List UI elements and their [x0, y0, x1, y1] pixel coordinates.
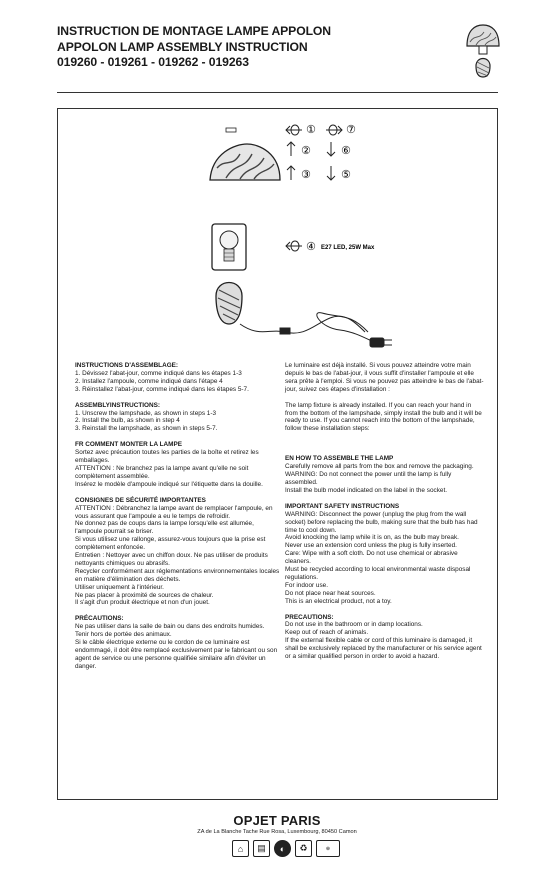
document-header — [57, 24, 457, 71]
title-fr: INSTRUCTION DE MONTAGE LAMPE APPOLON — [57, 24, 332, 38]
read-manual-icon: ▤ — [253, 840, 270, 857]
text-line: Must be recycled according to local environmental waste disposal regulations. — [285, 566, 471, 581]
indoor-use-icon: ⌂ — [232, 840, 249, 857]
rotate-arrow-icon — [286, 125, 302, 135]
text-line: WARNING: Disconnect the power (unplug the plug from the wall socket) before replacing the bulb, making sure that the bulb has had time to cool down. — [285, 510, 478, 534]
text-line: This is an electrical product, not a toy. — [285, 597, 392, 605]
ce-mark-icon: ◐ — [274, 840, 291, 857]
text-line: Ne donnez pas de coups dans la lampe lorsqu'elle est allumée, l'ampoule pourrait se briser. — [75, 520, 254, 536]
text-line: Ne pas utiliser dans la salle de bain ou dans des endroits humides. — [75, 623, 265, 631]
text-line: If the external flexible cable or cord of this luminaire is damaged, it shall be exclusively replaced by the manufacturer or his service agent or a similar qualified person in order to avoid a hazard. — [285, 637, 482, 661]
rotate-arrow-icon — [286, 241, 302, 251]
text-line: Keep out of reach of animals. — [285, 629, 369, 637]
text-line: Il s'agit d'un produit électrique et non d'un jouet. — [75, 599, 210, 607]
text-line: Insérez le modèle d'ampoule indiqué sur l'étiquette dans la douille. — [75, 480, 263, 488]
product-refs: 019260 - 019261 - 019262 - 019263 — [57, 55, 249, 69]
text-line: ATTENTION : Débranchez la lampe avant de remplacer l'ampoule, en vous assurant que l'ampoule a eu le temps de refroidir. — [75, 504, 273, 520]
how-en-title: EN HOW TO ASSEMBLE THE LAMP — [285, 455, 394, 463]
step-1-label: ① — [306, 123, 316, 136]
assembly-fr-section — [75, 362, 280, 394]
safety-en-title: IMPORTANT SAFETY INSTRUCTIONS — [285, 502, 400, 510]
safety-fr-title: CONSIGNES DE SÉCURITÉ IMPORTANTES — [75, 496, 206, 504]
intro-en-section — [285, 402, 485, 434]
text-line: Carefully remove all parts from the box and remove the packaging. — [285, 463, 474, 471]
text-line: Install the bulb model indicated on the label in the socket. — [285, 486, 448, 494]
step-6-label: ⑥ — [341, 144, 351, 157]
text-line: Si le câble électrique externe ou le cordon de ce luminaire est endommagé, il doit être remplacé exclusivement par le fabricant ou son agent de service ou une personne qualifiée similaire afin d'éviter un danger. — [75, 639, 278, 670]
text-line: Do not place near heat sources. — [285, 589, 376, 597]
assembly-en-title: ASSEMBLYINSTRUCTIONS: — [75, 401, 160, 409]
lamp-base-icon — [216, 283, 242, 325]
precautions-en-title: PRECAUTIONS: — [285, 613, 334, 621]
nut-icon — [226, 128, 236, 132]
safety-en-section — [285, 503, 485, 606]
text-line: Tenir hors de portée des animaux. — [75, 631, 172, 639]
company-address: ZA de La Blanche Tache Rue Rosa, Luxembourg, 80450 Camon — [197, 829, 357, 835]
arrow-down-icon — [327, 166, 335, 180]
text-line: 1. Unscrew the lampshade, as shown in steps 1-3 — [75, 409, 217, 417]
text-line: 1. Dévissez l'abat-jour, comme indiqué dans les étapes 1-3 — [75, 369, 242, 377]
text-line: 2. Installez l'ampoule, comme indiqué dans l'étape 4 — [75, 377, 223, 385]
recycling-bin-icon: ♻ — [295, 840, 312, 857]
brand-name: OPJET PARIS — [233, 813, 321, 828]
step-3-label: ③ — [301, 168, 311, 181]
bulb-socket-icon — [212, 224, 246, 270]
precautions-fr-title: PRÉCAUTIONS: — [75, 615, 124, 623]
header-divider — [57, 92, 498, 93]
text-line: Sortez avec précaution toutes les parties de la boîte et retirez les emballages. — [75, 449, 259, 465]
text-line: Si vous utilisez une rallonge, assurez-vous toujours que la prise est complètement enfoncée. — [75, 536, 266, 552]
triman-logo-icon: ⊕ — [316, 840, 340, 857]
text-line: ATTENTION : Ne branchez pas la lampe avant qu'elle ne soit complètement assemblée. — [75, 464, 249, 480]
text-line: Entretien : Nettoyer avec un chiffon doux. Ne pas utiliser de produits nettoyants chimiques ou abrasifs. — [75, 552, 268, 567]
how-en-section — [285, 455, 485, 495]
rotate-arrow-icon — [326, 125, 342, 135]
text-line: Do not use in the bathroom or in damp locations. — [285, 621, 423, 629]
intro-en-text: The lamp fixture is already installed. If you can reach your hand in from the bottom of the lampshade, simply install the bulb and it will be ready to use. If you cannot reach into the bottom of the lampshade, follow these installation steps: — [285, 401, 482, 433]
intro-fr-section — [285, 362, 485, 394]
arrow-up-icon — [287, 166, 295, 180]
arrow-up-icon — [287, 142, 295, 156]
arrow-down-icon — [327, 142, 335, 156]
compliance-icons — [232, 840, 340, 860]
bulb-spec-label: E27 LED, 25W Max — [321, 245, 375, 251]
lampshade-icon — [210, 144, 280, 180]
text-line: 3. Reinstall the lampshade, as shown in steps 5-7. — [75, 425, 218, 433]
step-5-label: ⑤ — [341, 168, 351, 181]
step-4-label: ④ — [306, 240, 316, 253]
text-line: Ne pas placer à proximité de sources de chaleur. — [75, 591, 214, 599]
text-line: Avoid knocking the lamp while it is on, as the bulb may break. — [285, 534, 459, 542]
how-fr-title: FR COMMENT MONTER LA LAMPE — [75, 441, 182, 449]
assembly-diagram — [140, 118, 440, 358]
precautions-en-section — [285, 614, 485, 661]
lamp-thumbnail-icon — [461, 22, 505, 80]
left-column — [75, 362, 280, 679]
precautions-fr-section — [75, 615, 280, 670]
assembly-fr-title: INSTRUCTIONS D'ASSEMBLAGE: — [75, 362, 179, 369]
title-en: APPOLON LAMP ASSEMBLY INSTRUCTION — [57, 39, 308, 54]
right-column — [285, 362, 485, 669]
step-2-label: ② — [301, 144, 311, 157]
text-line: 3. Réinstallez l'abat-jour, comme indiqué dans les étapes 5-7. — [75, 385, 249, 393]
intro-fr-text: Le luminaire est déjà installé. Si vous pouvez atteindre votre main depuis le bas de l'abat-jour, il vous suffit d'installer l'ampoule et elle sera prête à l'emploi. Si vous ne pouvez pas atteindre le bas de l'abat-jour, suivez ces étapes d'installation : — [285, 362, 484, 393]
how-fr-section — [75, 441, 280, 488]
text-line: Recycler conformément aux réglementations environnementales locales en matière d'élimination des déchets. — [75, 567, 280, 583]
step-7-label: ⑦ — [346, 123, 356, 136]
text-line: Care: Wipe with a soft cloth. Do not use chemical or abrasive cleaners. — [285, 550, 458, 566]
text-line: 2. Install the bulb, as shown in step 4 — [75, 417, 180, 425]
text-line: For indoor use. — [285, 581, 328, 589]
power-cable-icon — [240, 313, 392, 347]
text-line: Never use an extension cord unless the plug is fully inserted. — [285, 542, 457, 550]
text-line: Utiliser uniquement à l'intérieur. — [75, 583, 164, 591]
assembly-en-section — [75, 402, 280, 434]
safety-fr-section — [75, 497, 280, 608]
text-line: WARNING: Do not connect the power until the lamp is fully assembled. — [285, 471, 452, 486]
